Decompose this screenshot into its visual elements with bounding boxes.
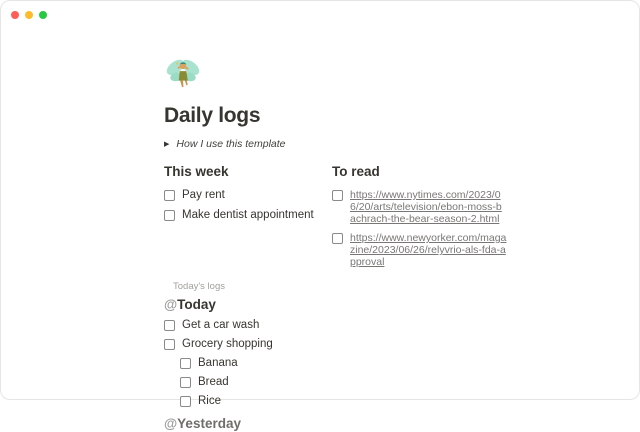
heading-to-read[interactable]: To read bbox=[332, 164, 380, 179]
checkbox-banana[interactable] bbox=[180, 358, 191, 369]
todo-label[interactable]: Bread bbox=[198, 376, 229, 388]
page-title[interactable]: Daily logs bbox=[164, 104, 261, 127]
two-column-layout bbox=[164, 164, 509, 268]
todo-item bbox=[164, 209, 332, 222]
checkbox-bread[interactable] bbox=[180, 377, 191, 388]
nytimes-article-link[interactable]: https://www.nytimes.com/2023/06/20/arts/television/ebon-moss-bachrach-the-bear-season-2.html bbox=[350, 189, 502, 225]
heading-this-week[interactable]: This week bbox=[164, 164, 229, 179]
checkbox-nytimes-link[interactable] bbox=[332, 190, 343, 201]
newyorker-article-link[interactable]: https://www.newyorker.com/magazine/2023/06/26/relyvrio-als-fda-approval bbox=[350, 232, 507, 268]
date-mention-yesterday[interactable]: Yesterday bbox=[177, 416, 241, 431]
todo-label[interactable]: Make dentist appointment bbox=[182, 209, 314, 221]
todo-label[interactable]: Grocery shopping bbox=[182, 338, 273, 350]
checkbox-pay-rent[interactable] bbox=[164, 190, 175, 201]
todo-item bbox=[332, 189, 507, 225]
window-controls bbox=[11, 11, 47, 19]
todo-label[interactable]: Banana bbox=[198, 357, 238, 369]
heading-today bbox=[164, 297, 509, 313]
checkbox-rice[interactable] bbox=[180, 396, 191, 407]
todo-item bbox=[180, 376, 509, 389]
column-this-week bbox=[164, 164, 332, 268]
logs-caption: Today's logs bbox=[173, 281, 225, 292]
heading-yesterday bbox=[164, 416, 509, 432]
todo-label[interactable]: Get a car wash bbox=[182, 319, 260, 331]
todo-label[interactable]: Pay rent bbox=[182, 189, 225, 201]
mention-at-symbol: @ bbox=[164, 297, 178, 312]
toggle-triangle-icon[interactable]: ▶ bbox=[164, 140, 170, 148]
zoom-window-button[interactable] bbox=[39, 11, 47, 19]
minimize-window-button[interactable] bbox=[25, 11, 33, 19]
checkbox-make-dentist-appointment[interactable] bbox=[164, 210, 175, 221]
close-window-button[interactable] bbox=[11, 11, 19, 19]
date-mention-today[interactable]: Today bbox=[177, 297, 216, 312]
todo-label[interactable]: Rice bbox=[198, 395, 222, 407]
checkbox-newyorker-link[interactable] bbox=[332, 233, 343, 244]
todo-item bbox=[180, 357, 509, 370]
todo-item bbox=[332, 232, 507, 268]
toggle-block[interactable] bbox=[164, 138, 509, 150]
checkbox-grocery-shopping[interactable] bbox=[164, 339, 175, 350]
todo-item bbox=[164, 319, 509, 332]
toggle-label[interactable]: How I use this template bbox=[176, 138, 286, 150]
today-todo-list bbox=[164, 319, 509, 408]
checkbox-get-a-car-wash[interactable] bbox=[164, 320, 175, 331]
page-icon[interactable] bbox=[164, 55, 202, 93]
mention-at-symbol: @ bbox=[164, 416, 178, 431]
page-content bbox=[164, 1, 509, 432]
todo-item bbox=[180, 395, 509, 408]
todo-item bbox=[164, 189, 332, 202]
fairy-emoji-icon bbox=[164, 55, 202, 93]
column-to-read bbox=[332, 164, 507, 268]
todo-item bbox=[164, 338, 509, 351]
